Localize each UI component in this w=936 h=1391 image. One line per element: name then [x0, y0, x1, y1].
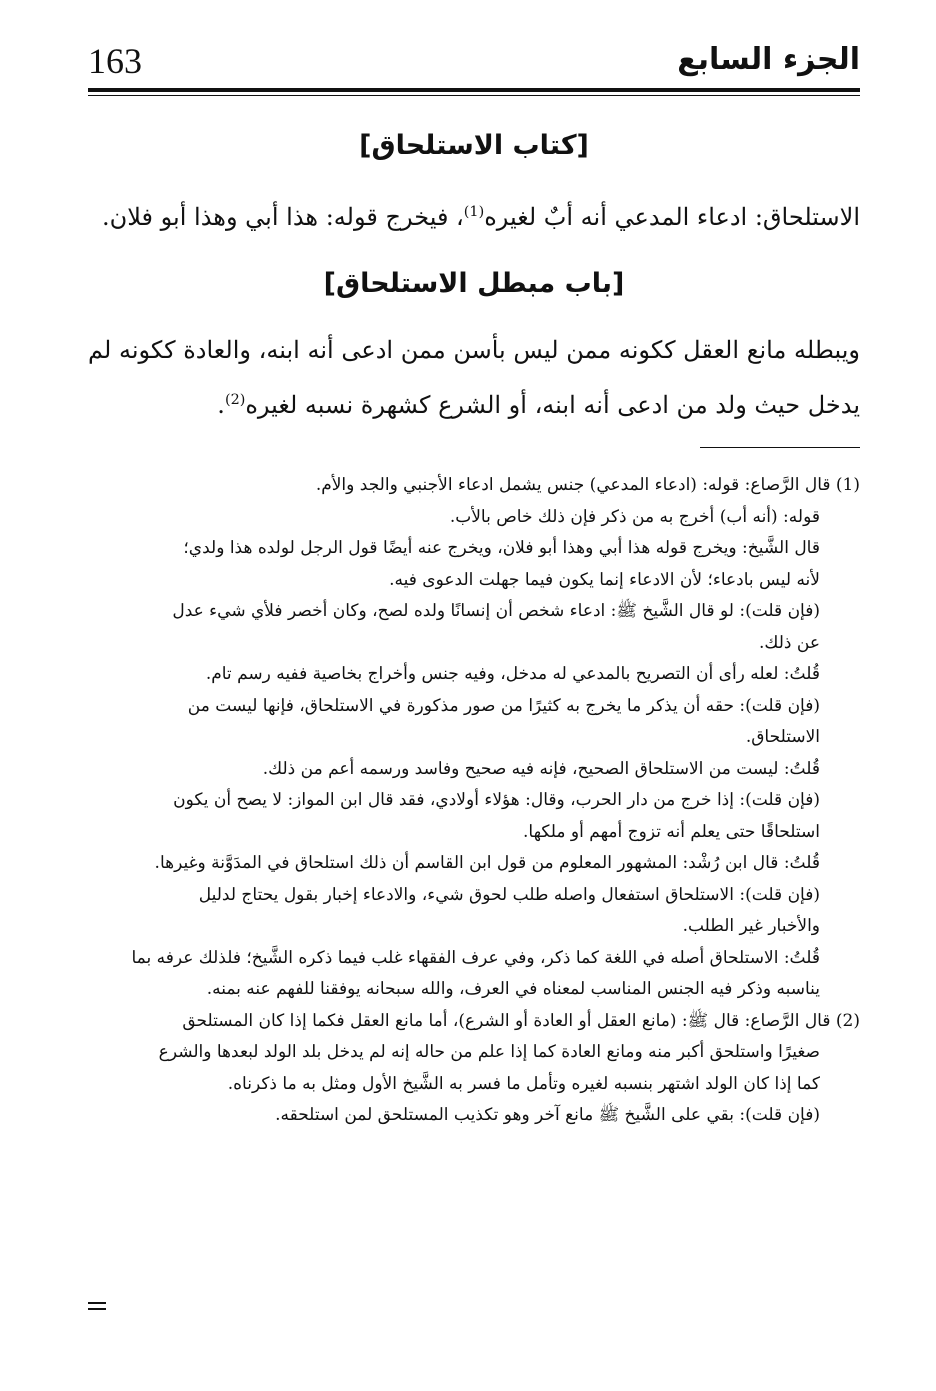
footnote-line: قُلتُ: ليست من الاستلحاق الصحيح، فإنه فيه صحيح وفاسد ورسمه أعم من ذلك.	[262, 758, 820, 779]
footnote-line: قال الشَّيخ: ويخرج قوله هذا أبي وهذا أبو فلان، ويخرج عنه أيضًا قول الرجل لولده هذا ولدي؛	[183, 538, 820, 558]
header-rule	[88, 88, 860, 92]
footnote-line: كما إذا كان الولد اشتهر بنسبه لغيره وتأمل ما فسر به الشَّيخ الأول ومثل به ما ذكرناه.	[227, 1073, 820, 1094]
page-number: 163	[88, 41, 142, 81]
footnote-line: (2) قال الرَّصاع: قال ﷺ: (مانع العقل أو العادة أو الشرع)، أما مانع العقل فكما إذا كان المستلحق	[182, 1010, 860, 1031]
footnote-line: قُلتُ: لعله رأى أن التصريح بالمدعي له مدخل، وفيه جنس وأخراج بخاصية ففيه رسم تام.	[205, 664, 820, 684]
footnote-line: (فإن قلت): لو قال الشَّيخ ﷺ: ادعاء شخص أن إنسانًا ولده لصح، وكان أخصر فلأي شيء عدل	[172, 601, 820, 621]
footnote-separator	[700, 447, 860, 448]
footnote-line: (فإن قلت): إذا خرج من دار الحرب، وقال: هؤلاء أولادي، فقد قال ابن المواز: لا يصح أن يكون	[173, 790, 820, 810]
book-heading: [كتاب الاستلحاق]	[359, 130, 589, 161]
definition-text: الاستلحاق: ادعاء المدعي أنه أبٌ لغيره	[484, 203, 860, 231]
paragraph-end: .	[217, 391, 225, 419]
footnote-line: (فإن قلت): بقي على الشَّيخ ﷺ مانع آخر وهو تكذيب المستلحق لمن استلحقه.	[275, 1105, 820, 1125]
page-header	[88, 40, 860, 90]
footnote-line: الاستلحاق.	[745, 727, 820, 747]
running-title: الجزء السابع	[677, 42, 860, 77]
footnote-line: استلحاقًا حتى يعلم أنه تزوج أمهم أو ملكها.	[522, 821, 820, 842]
footnote-line: قُلتُ: قال ابن رُشْد: المشهور المعلوم من قول ابن القاسم أن ذلك استلحاق في المدَوَّنة وغيرها.	[154, 853, 820, 873]
footnote-line: عن ذلك.	[759, 632, 820, 653]
footnote-line: (فإن قلت): الاستلحاق استفعال واصله طلب لحوق شيء، والادعاء إخبار بقول يحتاج لدليل	[198, 884, 820, 905]
footnote-line: يناسبه وذكر فيه الجنس المناسب لمعناه في العرف، والله سبحانه يوفقنا للفهم عنه بمنه.	[206, 979, 820, 999]
main-paragraph	[88, 325, 860, 430]
paragraph-text: ويبطله مانع العقل ككونه ممن ليس بأسن ممن ادعى أنه ابنه، والعادة ككونه لم يدخل حيث ولد من ادعى أنه ابنه، أو الشرع كشهرة نسبه لغيره	[88, 336, 860, 419]
chapter-heading: [باب مبطل الاستلحاق]	[323, 268, 625, 299]
footnote-line: (فإن قلت): حقه أن يذكر ما يخرج به كثيرًا من صور مذكورة في الاستلحاق، فإنها ليست من	[187, 695, 820, 716]
footnote-line: (1) قال الرَّصاع: قوله: (ادعاء المدعي) جنس يشمل ادعاء الأجنبي والجد والأم.	[315, 475, 860, 495]
header-rule-thin	[88, 95, 860, 96]
footnote-line: قُلتُ: الاستلحاق أصله في اللغة كما ذكر، وفي عرف الفقهاء غلب فيما ذكره الشَّيخ؛ فلذلك عرفه بما	[131, 947, 820, 968]
footnote-line: والأخبار غير الطلب.	[682, 916, 820, 936]
footnote-line: صغيرًا واستلحق أكبر منه ومانع العادة كما إذا علم من حاله إنه لم يدخل بلد الولد لبعدها والشرع	[158, 1042, 820, 1062]
footnote-line: لأنه ليس بادعاء؛ لأن الادعاء إنما يكون فيما جهلت الدعوى فيه.	[389, 569, 820, 590]
definition-paragraph	[88, 187, 860, 242]
footnote-ref-2[interactable]: (2)	[224, 392, 246, 408]
definition-rest: ، فيخرج قوله: هذا أبي وهذا أبو فلان.	[101, 203, 464, 231]
continuation-mark	[88, 1302, 106, 1314]
footnote-ref-1[interactable]: (1)	[463, 204, 485, 220]
footnote-line: قوله: (أنه أب) أخرج به من ذكر فإن ذلك خاص بالأب.	[449, 506, 820, 527]
footnotes-section	[80, 470, 860, 1132]
